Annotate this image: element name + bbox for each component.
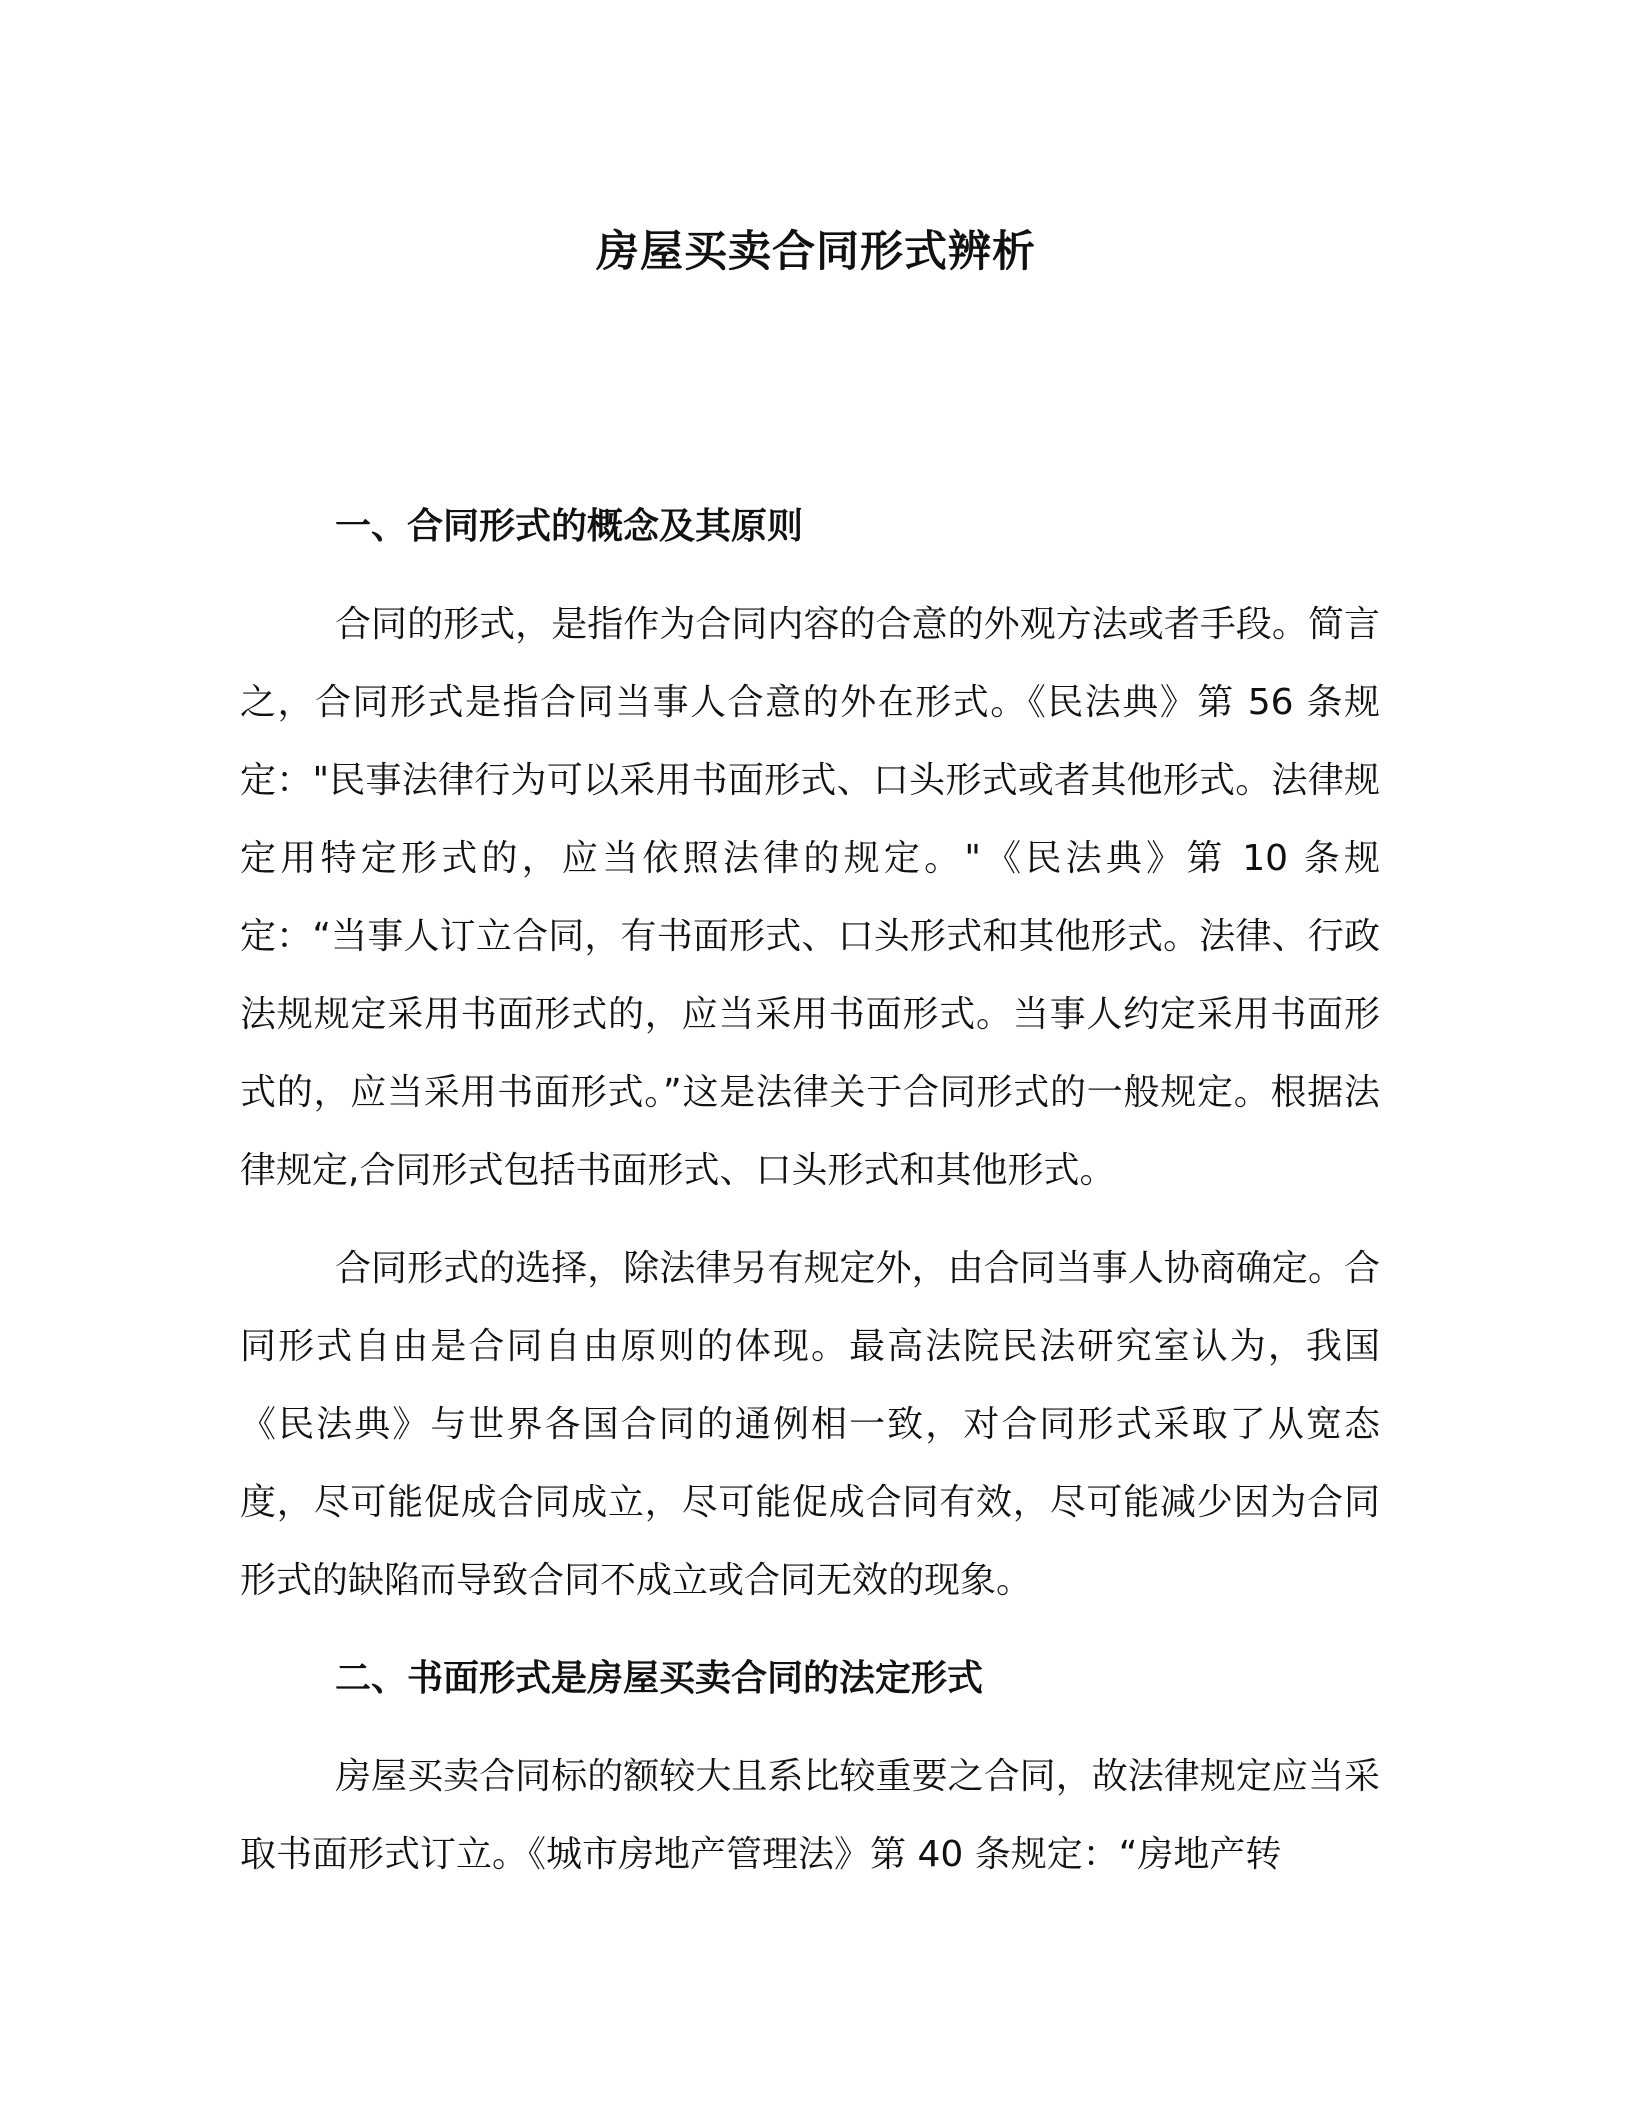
document-title: 房屋买卖合同形式辨析 [596, 227, 1036, 277]
document-body [240, 488, 1380, 1914]
section-heading-2: 二、书面形式是房屋买卖合同的法定形式 [335, 1658, 984, 1699]
paragraph-2: 合同形式的选择，除法律另有规定外，由合同当事人协商确定。合同形式自由是合同自由原则的体现。最高法院民法研究室认为，我国《民法典》与世界各国合同的通例相一致，对合同形式采取了从宽态度，尽可能促成合同成立，尽可能促成合同有效，尽可能减少因为合同形式的缺陷而导致合同不成立或合同无效的现象。 [240, 1248, 1380, 1601]
paragraph-3: 房屋买卖合同标的额较大且系比较重要之合同，故法律规定应当采取书面形式订立。《城市房地产管理法》第 40 条规定：“房地产转 [240, 1756, 1380, 1875]
paragraph-1: 合同的形式，是指作为合同内容的合意的外观方法或者手段。简言之，合同形式是指合同当事人合意的外在形式。《民法典》第 56 条规定："民事法律行为可以采用书面形式、口头形式或者其他形式。法律规定用特定形式的，应当依照法律的规定。"《民法典》第 10 条规定：“当事人订立合同，有书面形式、口头形式和其他形式。法律、行政法规规定采用书面形式的，应当采用书面形式。当事人约定采用书面形式的，应当采用书面形式。”这是法律关于合同形式的一般规定。根据法律规定,合同形式包括书面形式、口头形式和其他形式。 [240, 604, 1380, 1191]
section-heading-1: 一、合同形式的概念及其原则 [335, 506, 804, 547]
